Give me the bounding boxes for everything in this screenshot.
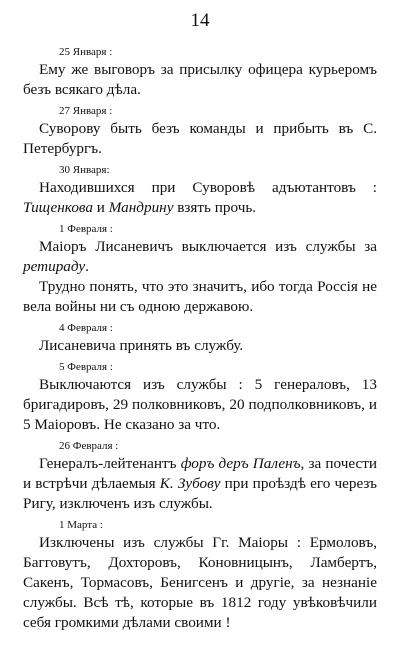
entry-paragraph: Выключаются изъ службы : 5 генераловъ, 13 бригадировъ, 29 полковниковъ, 20 подполковниковъ, и 5 Маіоровъ. Не сказано за что. — [23, 376, 377, 433]
text-span: взять прочь. — [173, 199, 257, 216]
entry-date: 1 Февраля : — [59, 223, 113, 235]
entry-paragraph: Суворову быть безъ команды и прибыть въ С. Петербургъ. — [23, 120, 377, 157]
entry-paragraph: Изключены изъ службы Гг. Маіоры : Ермоловъ, Багговутъ, Дохторовъ, Коновницынъ, Ламбертъ, Сакенъ, Тормасовъ, Бенигсенъ и другіе, за незнаніе службы. Всѣ тѣ, которые въ 1812 году увѣковѣчили себя громкими дѣлами своими ! — [23, 534, 377, 631]
entry — [23, 162, 377, 218]
entries-list — [23, 44, 377, 636]
entry — [23, 221, 377, 317]
text-span: . — [85, 258, 89, 275]
entry-text — [23, 237, 377, 317]
text-span: Маіоръ Лисаневичъ выключается изъ службы за — [39, 238, 377, 255]
text-span: Генералъ-лейтенантъ — [39, 455, 181, 472]
entry-paragraph — [23, 237, 377, 277]
entry-paragraph: Трудно понять, что это значитъ, ибо тогда Россія не вела войны ни съ одною державою. — [23, 278, 377, 315]
entry-date: 30 Января: — [59, 164, 110, 176]
entry — [23, 517, 377, 633]
italic-name: Мандрину — [108, 199, 174, 216]
entry — [23, 103, 377, 159]
entry-date: 4 Февраля : — [59, 322, 113, 334]
entry — [23, 44, 377, 100]
entry — [23, 359, 377, 435]
entry-text — [23, 119, 377, 159]
page-number: 14 — [190, 10, 210, 31]
entry-date: 27 Января : — [59, 105, 113, 117]
italic-name: форъ деръ Паленъ — [180, 455, 301, 472]
entry — [23, 438, 377, 514]
entry-paragraph: Ему же выговоръ за присылку офицера курьеромъ безъ всякаго дѣла. — [23, 61, 377, 98]
entry-paragraph — [23, 178, 377, 218]
italic-name: Тищенкова — [23, 199, 93, 216]
text-span: , за почести и встрѣчи дѣлаемыя — [23, 455, 377, 492]
entry-date: 5 Февраля : — [59, 361, 113, 373]
italic-word: ретираду — [23, 258, 86, 275]
entry-date: 1 Марта : — [59, 519, 103, 531]
entry-paragraph: Лисаневича принять въ службу. — [39, 337, 244, 354]
entry — [23, 320, 377, 356]
entry-text — [23, 60, 377, 100]
entry-date: 26 Февраля : — [59, 440, 119, 452]
text-span: при проѣздѣ его черезъ Ригу, изключенъ изъ службы. — [23, 475, 377, 512]
entry-date: 25 Января : — [59, 46, 113, 58]
text-span: и — [93, 199, 109, 216]
entry-text — [23, 533, 377, 633]
italic-name: К. Зубову — [159, 475, 221, 492]
text-span: Находившихся при Суворовѣ адъютантовъ : — [39, 179, 377, 196]
entry-text — [23, 454, 377, 514]
entry-text — [23, 178, 377, 218]
entry-text — [23, 375, 377, 435]
entry-paragraph — [23, 454, 377, 514]
entry-text — [23, 336, 377, 356]
